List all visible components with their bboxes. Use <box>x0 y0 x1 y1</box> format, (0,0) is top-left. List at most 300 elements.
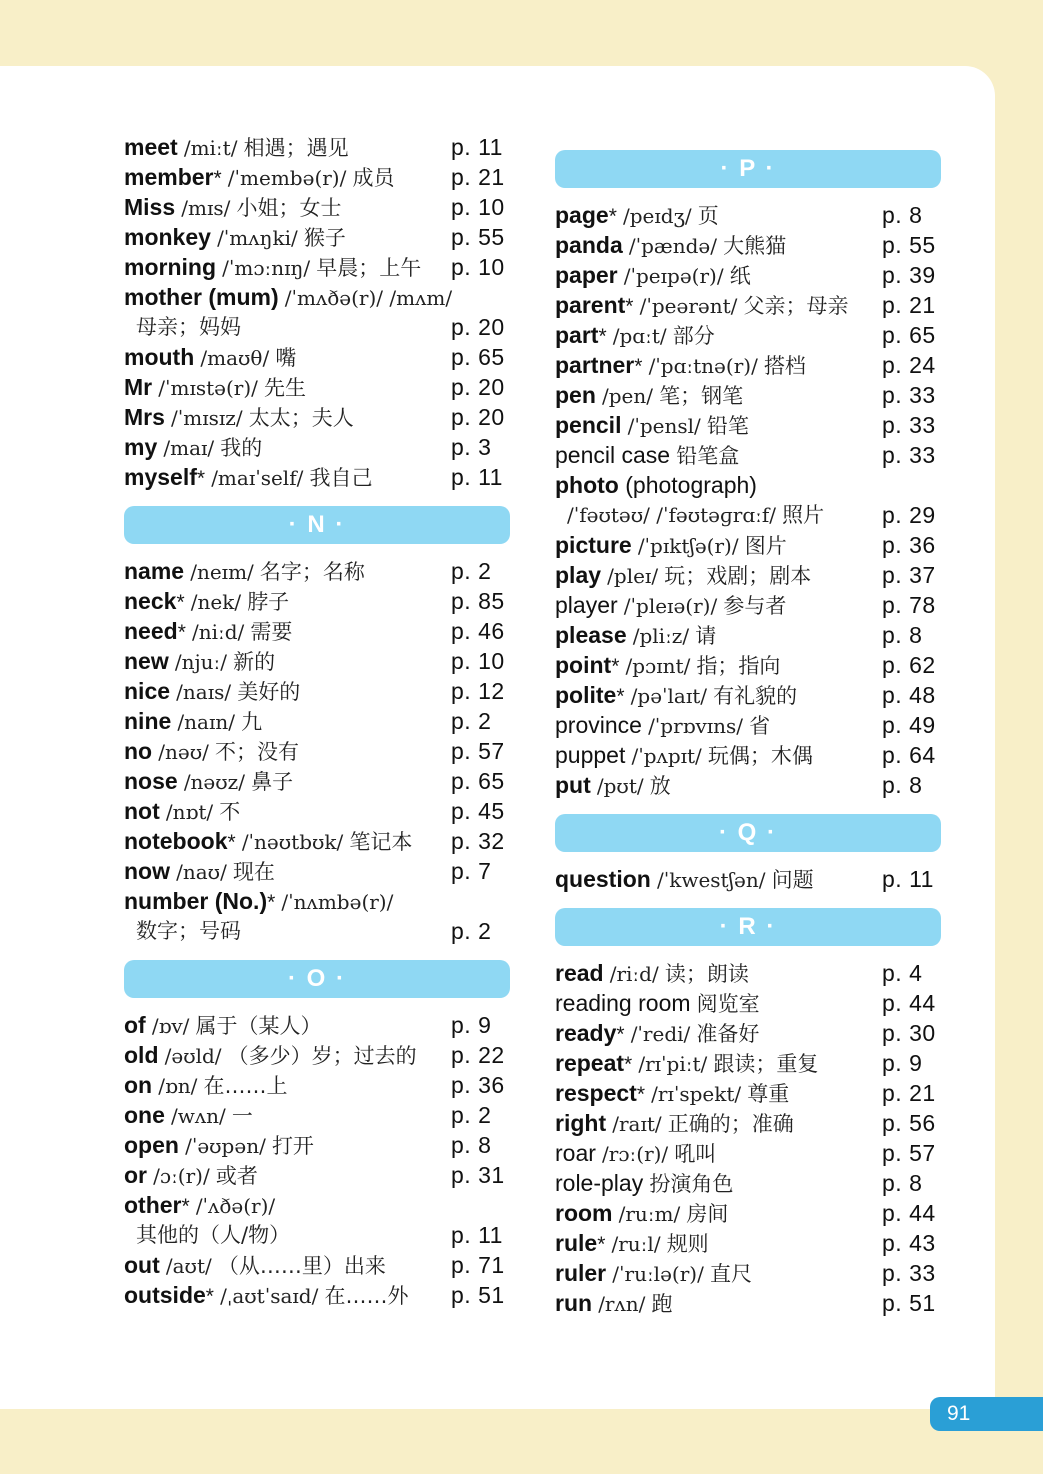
glossary-entry <box>124 252 514 282</box>
page-reference: p. 56 <box>882 1110 936 1136</box>
page-number-badge: 91 <box>930 1397 1043 1431</box>
entry-line <box>555 530 945 560</box>
headword: nose <box>124 768 178 794</box>
entry-line <box>555 958 945 988</box>
translation: 有礼貌的 <box>713 684 798 708</box>
headword: panda <box>555 232 623 258</box>
entry-line <box>555 650 945 680</box>
page-reference: p. 65 <box>451 344 505 370</box>
page-reference: p. 36 <box>882 532 936 558</box>
asterisk-marker: * <box>616 685 625 708</box>
page-reference: p. 62 <box>882 652 936 678</box>
phonetic: /ˈəʊpən/ <box>185 1134 266 1158</box>
phonetic: /ˈʌðə(r)/ <box>195 1194 276 1218</box>
glossary-column-left <box>124 132 514 1310</box>
translation: 属于（某人） <box>195 1014 322 1038</box>
phonetic: /pəˈlaɪt/ <box>630 684 708 708</box>
headword: point <box>555 652 612 678</box>
entry-line <box>555 864 945 894</box>
asterisk-marker: * <box>616 1023 625 1046</box>
phonetic: /pʊt/ <box>596 774 644 798</box>
phonetic: /ˌaʊtˈsaɪd/ <box>220 1284 319 1308</box>
entry-line <box>555 380 945 410</box>
headword: read <box>555 960 604 986</box>
headword-variant: (photograph) <box>618 472 757 498</box>
phonetic: /ɔː(r)/ <box>153 1164 210 1188</box>
entry-line <box>555 1078 945 1108</box>
page-reference: p. 22 <box>451 1042 505 1068</box>
page-reference: p. 51 <box>451 1282 505 1308</box>
glossary-entry <box>124 646 514 676</box>
page-reference: p. 33 <box>882 442 936 468</box>
glossary-entry <box>124 826 514 856</box>
entry-line <box>124 162 514 192</box>
translation: （多少）岁；过去的 <box>227 1044 417 1068</box>
translation: 成员 <box>352 166 395 190</box>
entry-line <box>124 222 514 252</box>
glossary-entry <box>124 616 514 646</box>
glossary-entry <box>555 650 945 680</box>
translation: 图片 <box>744 534 787 558</box>
entry-line <box>124 432 514 462</box>
translation: 玩；戏剧；剧本 <box>664 564 812 588</box>
headword: respect <box>555 1080 637 1106</box>
asterisk-marker: * <box>611 655 620 678</box>
glossary-entry <box>124 162 514 192</box>
page-reference: p. 71 <box>451 1252 505 1278</box>
translation: 准备好 <box>696 1022 760 1046</box>
translation: 不；没有 <box>214 740 299 764</box>
headword: photo <box>555 472 619 498</box>
phonetic: /ˈpʌpɪt/ <box>631 744 702 768</box>
entry-line <box>555 290 945 320</box>
headword: monkey <box>124 224 211 250</box>
page-reference: p. 21 <box>882 1080 936 1106</box>
translation: 直尺 <box>709 1262 752 1286</box>
headword: partner <box>555 352 635 378</box>
headword: puppet <box>555 742 626 768</box>
phonetic: /nek/ <box>190 590 242 614</box>
translation: 照片 <box>782 503 825 527</box>
translation: 阅览室 <box>696 992 760 1016</box>
page-reference: p. 55 <box>451 224 505 250</box>
entry-line <box>555 560 945 590</box>
glossary-entry <box>124 282 514 342</box>
headword: put <box>555 772 591 798</box>
glossary-entry <box>555 620 945 650</box>
headword: old <box>124 1042 159 1068</box>
page-reference: p. 20 <box>451 374 505 400</box>
translation: 小姐；女士 <box>236 196 342 220</box>
phonetic: /neɪm/ <box>190 560 254 584</box>
asterisk-marker: * <box>205 1285 214 1308</box>
headword: paper <box>555 262 618 288</box>
phonetic: /nəʊz/ <box>183 770 245 794</box>
entry-line <box>124 372 514 402</box>
translation: 跟读；重复 <box>713 1052 819 1076</box>
page-reference: p. 10 <box>451 254 505 280</box>
glossary-entry <box>555 1018 945 1048</box>
page-reference: p. 7 <box>451 858 492 884</box>
phonetic: /əʊld/ <box>164 1044 222 1068</box>
entry-line <box>124 1040 514 1070</box>
headword: run <box>555 1290 593 1316</box>
glossary-entry <box>555 410 945 440</box>
page-reference: p. 29 <box>882 502 936 528</box>
translation: 现在 <box>232 860 275 884</box>
entry-line <box>124 1100 514 1130</box>
glossary-entry <box>124 462 514 492</box>
glossary-entry <box>124 1250 514 1280</box>
headword: Mr <box>124 374 153 400</box>
glossary-entry <box>555 710 945 740</box>
page-reference: p. 9 <box>882 1050 923 1076</box>
headword: notebook <box>124 828 228 854</box>
glossary-entry <box>555 958 945 988</box>
page-reference: p. 21 <box>451 164 505 190</box>
phonetic: /ˈmʌŋki/ <box>217 226 298 250</box>
entry-line <box>555 770 945 800</box>
phonetic: /ruːm/ <box>618 1202 681 1226</box>
glossary-entry <box>124 192 514 222</box>
phonetic: /ˈmʌðə(r)/ /mʌm/ <box>284 286 453 310</box>
headword: now <box>124 858 170 884</box>
headword: other <box>124 1192 182 1218</box>
page-reference: p. 8 <box>882 1170 923 1196</box>
glossary-entry <box>555 1048 945 1078</box>
translation: 猴子 <box>303 226 346 250</box>
translation: 问题 <box>771 868 814 892</box>
phonetic: /ˈnəʊtbʊk/ <box>241 830 344 854</box>
section-header: · Q · <box>555 814 941 852</box>
phonetic: /niːd/ <box>192 620 245 644</box>
page-reference: p. 43 <box>882 1230 936 1256</box>
headword: myself <box>124 464 197 490</box>
entry-line <box>124 192 514 222</box>
page-reference: p. 55 <box>882 232 936 258</box>
phonetic: /nəʊ/ <box>158 740 209 764</box>
page-reference: p. 45 <box>451 798 505 824</box>
entry-line <box>124 312 514 342</box>
translation: 嘴 <box>275 346 297 370</box>
headword: please <box>555 622 627 648</box>
translation: 九 <box>241 710 263 734</box>
page-reference: p. 10 <box>451 648 505 674</box>
page-reference: p. 8 <box>882 202 923 228</box>
headword: roar <box>555 1140 596 1166</box>
entry-line <box>124 1010 514 1040</box>
glossary-entry <box>124 1070 514 1100</box>
phonetic: /ruːl/ <box>611 1232 661 1256</box>
glossary-entry <box>124 886 514 946</box>
glossary-entry <box>555 1198 945 1228</box>
phonetic: /ɒn/ <box>158 1074 198 1098</box>
translation: 不 <box>219 800 241 824</box>
entry-line <box>124 646 514 676</box>
phonetic: /ˈpændə/ <box>628 234 717 258</box>
headword: page <box>555 202 609 228</box>
entry-line <box>124 1070 514 1100</box>
phonetic: /ˈpensl/ <box>627 414 701 438</box>
translation: 太太；夫人 <box>248 406 354 430</box>
page-reference: p. 32 <box>451 828 505 854</box>
page-reference: p. 24 <box>882 352 936 378</box>
glossary-entry <box>124 222 514 252</box>
glossary-entry <box>124 432 514 462</box>
glossary-entry <box>555 988 945 1018</box>
phonetic: /ˈmɪsɪz/ <box>171 406 243 430</box>
translation: 我自己 <box>309 466 373 490</box>
translation: 其他的（人/物） <box>136 1223 291 1247</box>
asterisk-marker: * <box>176 591 185 614</box>
glossary-entry <box>555 1258 945 1288</box>
entry-line <box>555 1228 945 1258</box>
page-reference: p. 33 <box>882 1260 936 1286</box>
page-reference: p. 21 <box>882 292 936 318</box>
section-header: · R · <box>555 908 941 946</box>
translation: 规则 <box>666 1232 709 1256</box>
glossary-entry <box>555 560 945 590</box>
translation: 跑 <box>651 1292 673 1316</box>
section-header: · O · <box>124 960 510 998</box>
entry-line <box>555 320 945 350</box>
page-reference: p. 31 <box>451 1162 505 1188</box>
glossary-entry <box>555 770 945 800</box>
page-reference: p. 11 <box>451 1222 503 1248</box>
translation: 需要 <box>250 620 293 644</box>
glossary-entry <box>555 440 945 470</box>
phonetic: /rɔː(r)/ <box>602 1142 669 1166</box>
asterisk-marker: * <box>177 621 186 644</box>
phonetic: /ˈpeɪpə(r)/ <box>623 264 724 288</box>
page-reference: p. 12 <box>451 678 505 704</box>
headword: name <box>124 558 185 584</box>
glossary-entry <box>124 796 514 826</box>
entry-line <box>124 616 514 646</box>
entry-line <box>124 1190 514 1220</box>
entry-line <box>124 1130 514 1160</box>
section-header: · N · <box>124 506 510 544</box>
translation: 玩偶；木偶 <box>707 744 813 768</box>
translation: 大熊猫 <box>723 234 787 258</box>
phonetic: /naʊ/ <box>176 860 227 884</box>
translation: 相遇；遇见 <box>243 136 349 160</box>
headword: province <box>555 712 642 738</box>
translation: 父亲；母亲 <box>743 294 849 318</box>
headword: nine <box>124 708 172 734</box>
page-reference: p. 44 <box>882 1200 936 1226</box>
translation: （从……里）出来 <box>217 1254 386 1278</box>
page-reference: p. 8 <box>451 1132 492 1158</box>
glossary-entry <box>555 1078 945 1108</box>
phonetic: /maɪ/ <box>163 436 215 460</box>
asterisk-marker: * <box>196 467 206 490</box>
headword: right <box>555 1110 607 1136</box>
phonetic: /ˈpɪktʃə(r)/ <box>637 534 739 558</box>
translation: 脖子 <box>247 590 290 614</box>
page-reference: p. 2 <box>451 558 492 584</box>
glossary-entry <box>124 1040 514 1070</box>
entry-line <box>124 706 514 736</box>
page-reference: p. 57 <box>882 1140 936 1166</box>
page-reference: p. 8 <box>882 772 923 798</box>
phonetic: /riːd/ <box>609 962 659 986</box>
entry-line <box>124 1280 514 1310</box>
page-reference: p. 49 <box>882 712 936 738</box>
glossary-entry <box>124 556 514 586</box>
page-reference: p. 33 <box>882 412 936 438</box>
glossary-entry <box>124 1280 514 1310</box>
glossary-entry <box>124 372 514 402</box>
entry-line <box>124 856 514 886</box>
entry-line <box>124 886 514 916</box>
asterisk-marker: * <box>608 205 617 228</box>
glossary-entry <box>555 320 945 350</box>
headword: ready <box>555 1020 617 1046</box>
headword: Mrs <box>124 404 165 430</box>
glossary-entry <box>124 586 514 616</box>
phonetic: /njuː/ <box>174 650 228 674</box>
translation: 放 <box>649 774 671 798</box>
translation: 我的 <box>220 436 263 460</box>
page-reference: p. 4 <box>882 960 923 986</box>
entry-line <box>124 252 514 282</box>
entry-line <box>124 766 514 796</box>
entry-line <box>555 1138 945 1168</box>
headword: outside <box>124 1282 206 1308</box>
page-reference: p. 65 <box>451 768 505 794</box>
phonetic: /raɪt/ <box>612 1112 662 1136</box>
headword: or <box>124 1162 147 1188</box>
phonetic: /aʊt/ <box>165 1254 212 1278</box>
page-reference: p. 64 <box>882 742 936 768</box>
translation: 搭档 <box>763 354 806 378</box>
entry-line <box>555 260 945 290</box>
headword: meet <box>124 134 178 160</box>
phonetic: /peɪdʒ/ <box>623 204 692 228</box>
page-reference: p. 11 <box>882 866 934 892</box>
phonetic: /ˈmɔːnɪŋ/ <box>222 256 311 280</box>
page-reference: p. 20 <box>451 404 505 430</box>
glossary-entry <box>124 706 514 736</box>
phonetic: /ˈfəʊtəʊ/ /ˈfəʊtəɡrɑːf/ <box>567 503 777 527</box>
translation: 母亲；妈妈 <box>136 315 241 339</box>
entry-line <box>555 988 945 1018</box>
headword: nice <box>124 678 171 704</box>
headword: need <box>124 618 178 644</box>
glossary-entry <box>555 350 945 380</box>
glossary-entry <box>124 676 514 706</box>
translation: 名字；名称 <box>259 560 365 584</box>
phonetic: /nɒt/ <box>165 800 214 824</box>
phonetic: /ˈnʌmbə(r)/ <box>281 890 394 914</box>
page-reference: p. 48 <box>882 682 936 708</box>
entry-line <box>124 586 514 616</box>
translation: 一 <box>231 1104 253 1128</box>
headword: pencil case <box>555 442 671 468</box>
headword: repeat <box>555 1050 625 1076</box>
headword: part <box>555 322 599 348</box>
headword: one <box>124 1102 165 1128</box>
phonetic: /ˈpeərənt/ <box>639 294 738 318</box>
phonetic: /rɪˈspekt/ <box>651 1082 742 1106</box>
translation: 房间 <box>686 1202 729 1226</box>
entry-line <box>124 402 514 432</box>
glossary-entry <box>555 230 945 260</box>
page-reference: p. 10 <box>451 194 505 220</box>
page-reference: p. 2 <box>451 708 492 734</box>
phonetic: /ˈpleɪə(r)/ <box>623 594 718 618</box>
entry-line <box>555 200 945 230</box>
page-reference: p. 65 <box>882 322 936 348</box>
page-reference: p. 20 <box>451 314 505 340</box>
headword: mother (mum) <box>124 284 279 310</box>
entry-line <box>124 796 514 826</box>
entry-line <box>555 1168 945 1198</box>
phonetic: /naɪn/ <box>177 710 235 734</box>
glossary-entry <box>555 1288 945 1318</box>
entry-line <box>555 440 945 470</box>
page-reference: p. 37 <box>882 562 936 588</box>
phonetic: /pleɪ/ <box>607 564 659 588</box>
entry-line <box>555 1198 945 1228</box>
entry-line <box>555 1288 945 1318</box>
translation: 或者 <box>215 1164 258 1188</box>
phonetic: /ˈprɒvɪns/ <box>648 714 744 738</box>
translation: 鼻子 <box>251 770 294 794</box>
glossary-entry <box>124 1160 514 1190</box>
asterisk-marker: * <box>227 831 236 854</box>
page-reference: p. 3 <box>451 434 492 460</box>
phonetic: /ˈredi/ <box>630 1022 691 1046</box>
headword: new <box>124 648 169 674</box>
translation: 页 <box>697 204 719 228</box>
translation: 纸 <box>729 264 751 288</box>
entry-line <box>555 1258 945 1288</box>
phonetic: /ˈkwestʃən/ <box>656 868 766 892</box>
entry-line <box>555 470 945 500</box>
page-reference: p. 11 <box>451 134 503 160</box>
entry-line <box>124 282 514 312</box>
page-reference: p. 36 <box>451 1072 505 1098</box>
page-reference: p. 39 <box>882 262 936 288</box>
headword: player <box>555 592 618 618</box>
headword: pen <box>555 382 596 408</box>
headword: reading room <box>555 990 691 1016</box>
phonetic: /ˈpɑːtnə(r)/ <box>648 354 758 378</box>
translation: 数字；号码 <box>136 919 241 943</box>
phonetic: /pɔɪnt/ <box>625 654 691 678</box>
page-reference: p. 9 <box>451 1012 492 1038</box>
glossary-entry <box>555 530 945 560</box>
headword: my <box>124 434 158 460</box>
phonetic: /ˈmɪstə(r)/ <box>158 376 258 400</box>
entry-line <box>555 1048 945 1078</box>
entry-line <box>555 1018 945 1048</box>
page-reference: p. 8 <box>882 622 923 648</box>
glossary-entry <box>124 1010 514 1040</box>
asterisk-marker: * <box>597 1233 606 1256</box>
page-reference: p. 51 <box>882 1290 936 1316</box>
entry-line <box>555 590 945 620</box>
phonetic: /miːt/ <box>183 136 238 160</box>
entry-line <box>555 410 945 440</box>
headword: pencil <box>555 412 622 438</box>
entry-line <box>555 230 945 260</box>
asterisk-marker: * <box>181 1195 190 1218</box>
headword: not <box>124 798 160 824</box>
translation: 笔记本 <box>349 830 413 854</box>
